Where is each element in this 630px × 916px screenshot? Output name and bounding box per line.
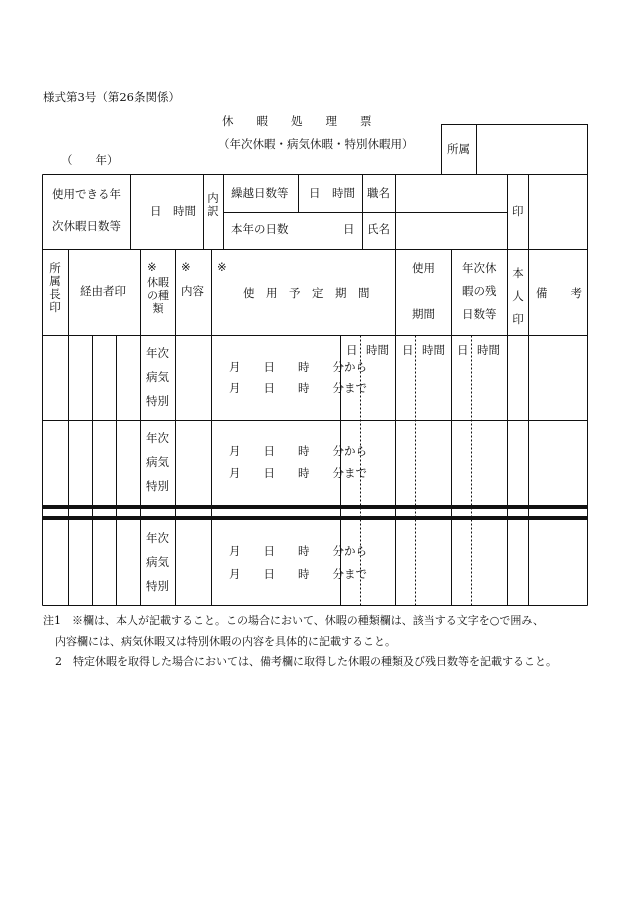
carryover-unit: 日 時間 (309, 186, 355, 200)
remaining-hours-unit: 時間 (477, 343, 500, 357)
leave-type-sick[interactable]: 病気 (146, 370, 169, 384)
period-from: 月 日 時 分から (229, 544, 367, 558)
remaining-label-1: 年次休 (462, 261, 497, 275)
leave-type-label: 休暇の種類 (147, 276, 169, 315)
remarks-label: 備 考 (536, 286, 582, 300)
usage-hours-unit: 時間 (422, 343, 445, 357)
via-seal-label: 経由者印 (80, 284, 126, 298)
planned-period-mark: ※ (217, 260, 227, 274)
carryover-label: 繰越日数等 (231, 186, 289, 200)
annual-days-label-2: 次休暇日数等 (52, 219, 121, 233)
name-field[interactable] (396, 213, 507, 249)
content-label: 内容 (181, 284, 204, 298)
planned-hours-unit: 時間 (366, 343, 389, 357)
dept-head-seal-label: 所属長印 (49, 261, 61, 314)
year-label: （ 年） (61, 153, 119, 167)
name-label: 氏名 (367, 222, 390, 236)
period-to: 月 日 時 分まで (229, 466, 367, 480)
leave-type-sick[interactable]: 病気 (146, 455, 169, 469)
leave-type-special[interactable]: 特別 (146, 479, 169, 493)
leave-type-sick[interactable]: 病気 (146, 555, 169, 569)
note-2: 2 特定休暇を取得した場合においては、備考欄に取得した休暇の種類及び残日数等を記載すること。 (55, 655, 557, 668)
position-label: 職名 (367, 186, 390, 200)
form-number: 様式第3号（第26条関係） (43, 90, 180, 104)
note-1-line-2: 内容欄には、病気休暇又は特別休暇の内容を具体的に記載すること。 (55, 635, 396, 648)
leave-type-special[interactable]: 特別 (146, 394, 169, 408)
breakdown-label: 内訳 (207, 191, 219, 218)
period-to: 月 日 時 分まで (229, 381, 367, 395)
leave-type-annual[interactable]: 年次 (146, 346, 169, 360)
annual-days-unit: 日 時間 (150, 204, 196, 218)
period-from: 月 日 時 分から (229, 360, 367, 374)
leave-type-annual[interactable]: 年次 (146, 531, 169, 545)
usage-period-label-1: 使用 (412, 261, 435, 275)
planned-day-unit: 日 (346, 343, 358, 357)
planned-period-label: 使 用 予 定 期 間 (243, 286, 370, 300)
usage-day-unit: 日 (402, 343, 414, 357)
this-year-unit: 日 (343, 222, 355, 236)
self-seal-label: 本人印 (512, 266, 524, 326)
period-from: 月 日 時 分から (229, 444, 367, 458)
form-subtitle: （年次休暇・病気休暇・特別休暇用） (218, 137, 414, 151)
leave-type-annual[interactable]: 年次 (146, 431, 169, 445)
department-label: 所属 (447, 142, 470, 156)
usage-period-label-2: 期間 (412, 307, 435, 321)
period-to: 月 日 時 分まで (229, 567, 367, 581)
position-field[interactable] (396, 175, 507, 212)
remaining-day-unit: 日 (457, 343, 469, 357)
this-year-label: 本年の日数 (231, 222, 289, 236)
note-1-line-1: 注1 ※欄は、本人が記載すること。この場合において、休暇の種類欄は、該当する文字を○で囲み、 (43, 614, 545, 627)
remaining-label-2: 暇の残 (462, 284, 497, 298)
seal-label: 印 (512, 204, 524, 218)
form-title: 休 暇 処 理 票 (222, 114, 372, 128)
remaining-label-3: 日数等 (462, 307, 497, 321)
leave-type-special[interactable]: 特別 (146, 579, 169, 593)
annual-days-label-1: 使用できる年 (52, 187, 121, 201)
content-mark: ※ (181, 260, 191, 274)
leave-type-mark: ※ (147, 260, 157, 274)
